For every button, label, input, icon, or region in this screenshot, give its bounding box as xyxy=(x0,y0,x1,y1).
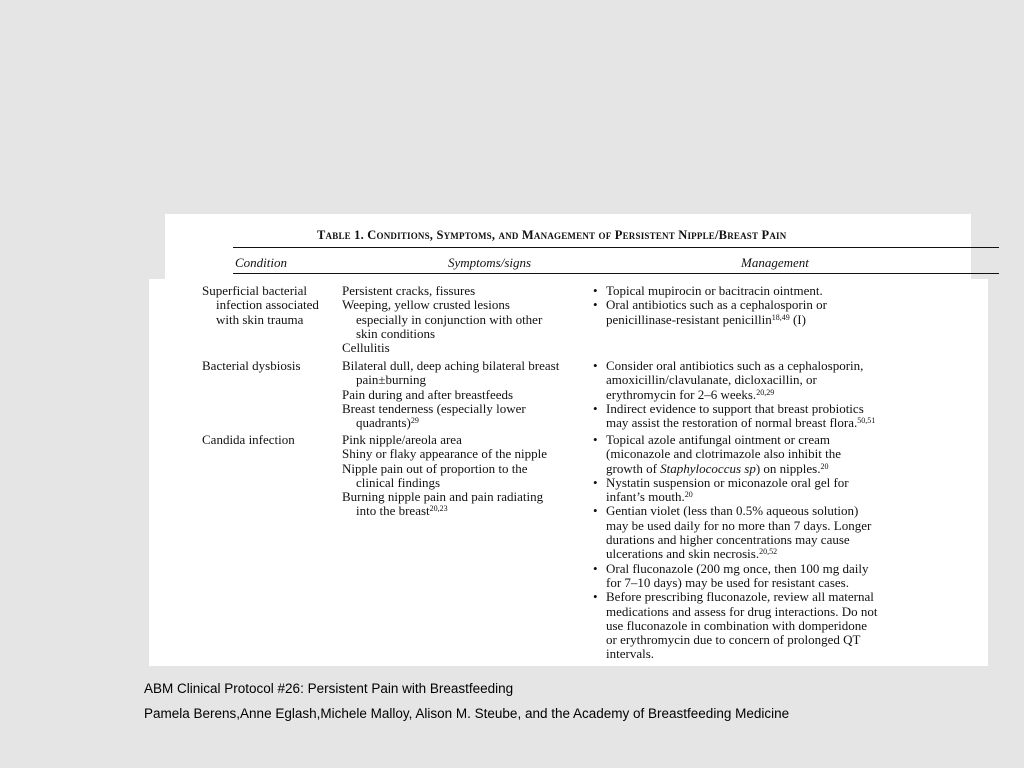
management-line: infant’s mouth.$^{20}$ xyxy=(606,489,693,505)
management-line: • Consider oral antibiotics such as a cephalosporin, xyxy=(606,358,864,373)
management-line: or erythromycin due to concern of prolonged QT xyxy=(606,632,861,648)
management-bullet xyxy=(592,476,912,505)
citation: 20 xyxy=(684,490,693,500)
symptom-line: Nipple pain out of proportion to the xyxy=(342,460,528,476)
symptoms-cell xyxy=(342,359,592,430)
italic-organism: Staphylococcus sp xyxy=(660,460,756,476)
management-bullet xyxy=(592,562,912,591)
management-bullet xyxy=(592,284,912,298)
condition-text: Candida infection xyxy=(202,432,295,447)
management-line: penicillinase-resistant penicillin$^{18,49}$ (I) xyxy=(606,311,806,327)
management-bullet xyxy=(592,359,912,402)
citation: 18,49 xyxy=(771,312,790,322)
symptoms-cell xyxy=(342,284,592,355)
management-cell xyxy=(592,433,912,662)
management-cell xyxy=(592,359,912,430)
symptom-line: Weeping, yellow crusted lesions xyxy=(342,297,510,313)
symptom-line: Shiny or flaky appearance of the nipple xyxy=(342,446,548,462)
symptom-line: Persistent cracks, fissures xyxy=(342,283,476,298)
management-line: • Nystatin suspension or miconazole oral gel for xyxy=(606,474,849,490)
management-line: growth of Staphylococcus sp) on nipples.$^{20}$ xyxy=(606,460,829,476)
symptom-line: Cellulitis xyxy=(342,340,390,356)
header-rule xyxy=(233,273,999,274)
management-line: intervals. xyxy=(606,646,655,662)
column-header-management: Management xyxy=(741,255,809,270)
symptom-line: Pain during and after breastfeeds xyxy=(342,386,514,402)
symptom-line: Pink nipple/areola area xyxy=(342,432,462,447)
citation: 20,52 xyxy=(759,547,778,557)
management-bullet xyxy=(592,590,912,661)
condition-cell xyxy=(202,284,337,327)
symptom-line: Burning nipple pain and pain radiating xyxy=(342,489,544,505)
column-header-condition: Condition xyxy=(235,255,288,270)
management-line: • Gentian violet (less than 0.5% aqueous solution) xyxy=(606,503,859,519)
condition-text: with skin trauma xyxy=(216,311,304,327)
symptom-line: skin conditions xyxy=(356,325,436,341)
citation: 50,51 xyxy=(857,416,876,426)
management-line: may assist the restoration of normal breast flora.$^{50,51}$ xyxy=(606,415,876,431)
caption-protocol-title: ABM Clinical Protocol #26: Persistent Pain with Breastfeeding xyxy=(144,681,514,696)
citation: 29 xyxy=(410,416,419,426)
condition-text: infection associated xyxy=(216,297,319,313)
management-line: • Topical azole antifungal ointment or cream xyxy=(606,432,830,447)
management-line: may be used daily for no more than 7 days. Longer xyxy=(606,517,872,533)
condition-cell xyxy=(202,433,337,447)
citation: 20,23 xyxy=(429,504,448,514)
management-line: • Indirect evidence to support that breast probiotics xyxy=(606,400,864,416)
symptom-line: especially in conjunction with other xyxy=(356,311,543,327)
condition-cell xyxy=(202,359,337,373)
management-line: use fluconazole in combination with domperidone xyxy=(606,617,868,633)
symptom-line: into the breast$^{20,23}$ xyxy=(356,503,448,519)
management-line: for 7–10 days) may be used for resistant cases. xyxy=(606,574,849,590)
management-line: (miconazole and clotrimazole also inhibit the xyxy=(606,446,842,462)
management-bullet xyxy=(592,298,912,327)
column-header-symptoms: Symptoms/signs xyxy=(448,255,532,270)
top-rule xyxy=(233,247,999,248)
table-title: Table 1. Conditions, Symptoms, and Management of Persistent Nipple/Breast Pain xyxy=(317,228,787,242)
management-bullet xyxy=(592,504,912,561)
management-line: medications and assess for drug interactions. Do not xyxy=(606,603,878,619)
table-body-panel xyxy=(149,279,988,666)
management-line: • Before prescribing fluconazole, review all maternal xyxy=(606,589,874,605)
management-cell xyxy=(592,284,912,327)
management-line: • Topical mupirocin or bacitracin ointment. xyxy=(606,283,823,298)
management-line: amoxicillin/clavulanate, dicloxacillin, or xyxy=(606,372,817,388)
management-line: • Oral antibiotics such as a cephalosporin or xyxy=(606,297,827,313)
symptoms-cell xyxy=(342,433,592,519)
management-bullet xyxy=(592,402,912,431)
symptom-line: clinical findings xyxy=(356,474,441,490)
condition-text: Superficial bacterial xyxy=(202,283,308,298)
management-line: • Oral fluconazole (200 mg once, then 100 mg daily xyxy=(606,560,869,576)
symptom-line: quadrants)$^{29}$ xyxy=(356,415,419,431)
management-bullet xyxy=(592,433,912,476)
condition-text: Bacterial dysbiosis xyxy=(202,358,301,373)
citation: 20,29 xyxy=(756,387,775,397)
management-line: ulcerations and skin necrosis.$^{20,52}$ xyxy=(606,546,778,562)
symptom-line: pain±burning xyxy=(356,372,426,388)
symptom-line: Breast tenderness (especially lower xyxy=(342,400,526,416)
citation: 20 xyxy=(820,461,829,471)
table-header-panel xyxy=(165,214,971,280)
management-line: erythromycin for 2–6 weeks.$^{20,29}$ xyxy=(606,386,775,402)
management-line: durations and higher concentrations may cause xyxy=(606,532,850,548)
caption-authors: Pamela Berens,Anne Eglash,Michele Malloy, Alison M. Steube, and the Academy of Breastfeeding Medicine xyxy=(144,706,790,721)
symptom-line: Bilateral dull, deep aching bilateral breast xyxy=(342,358,560,373)
